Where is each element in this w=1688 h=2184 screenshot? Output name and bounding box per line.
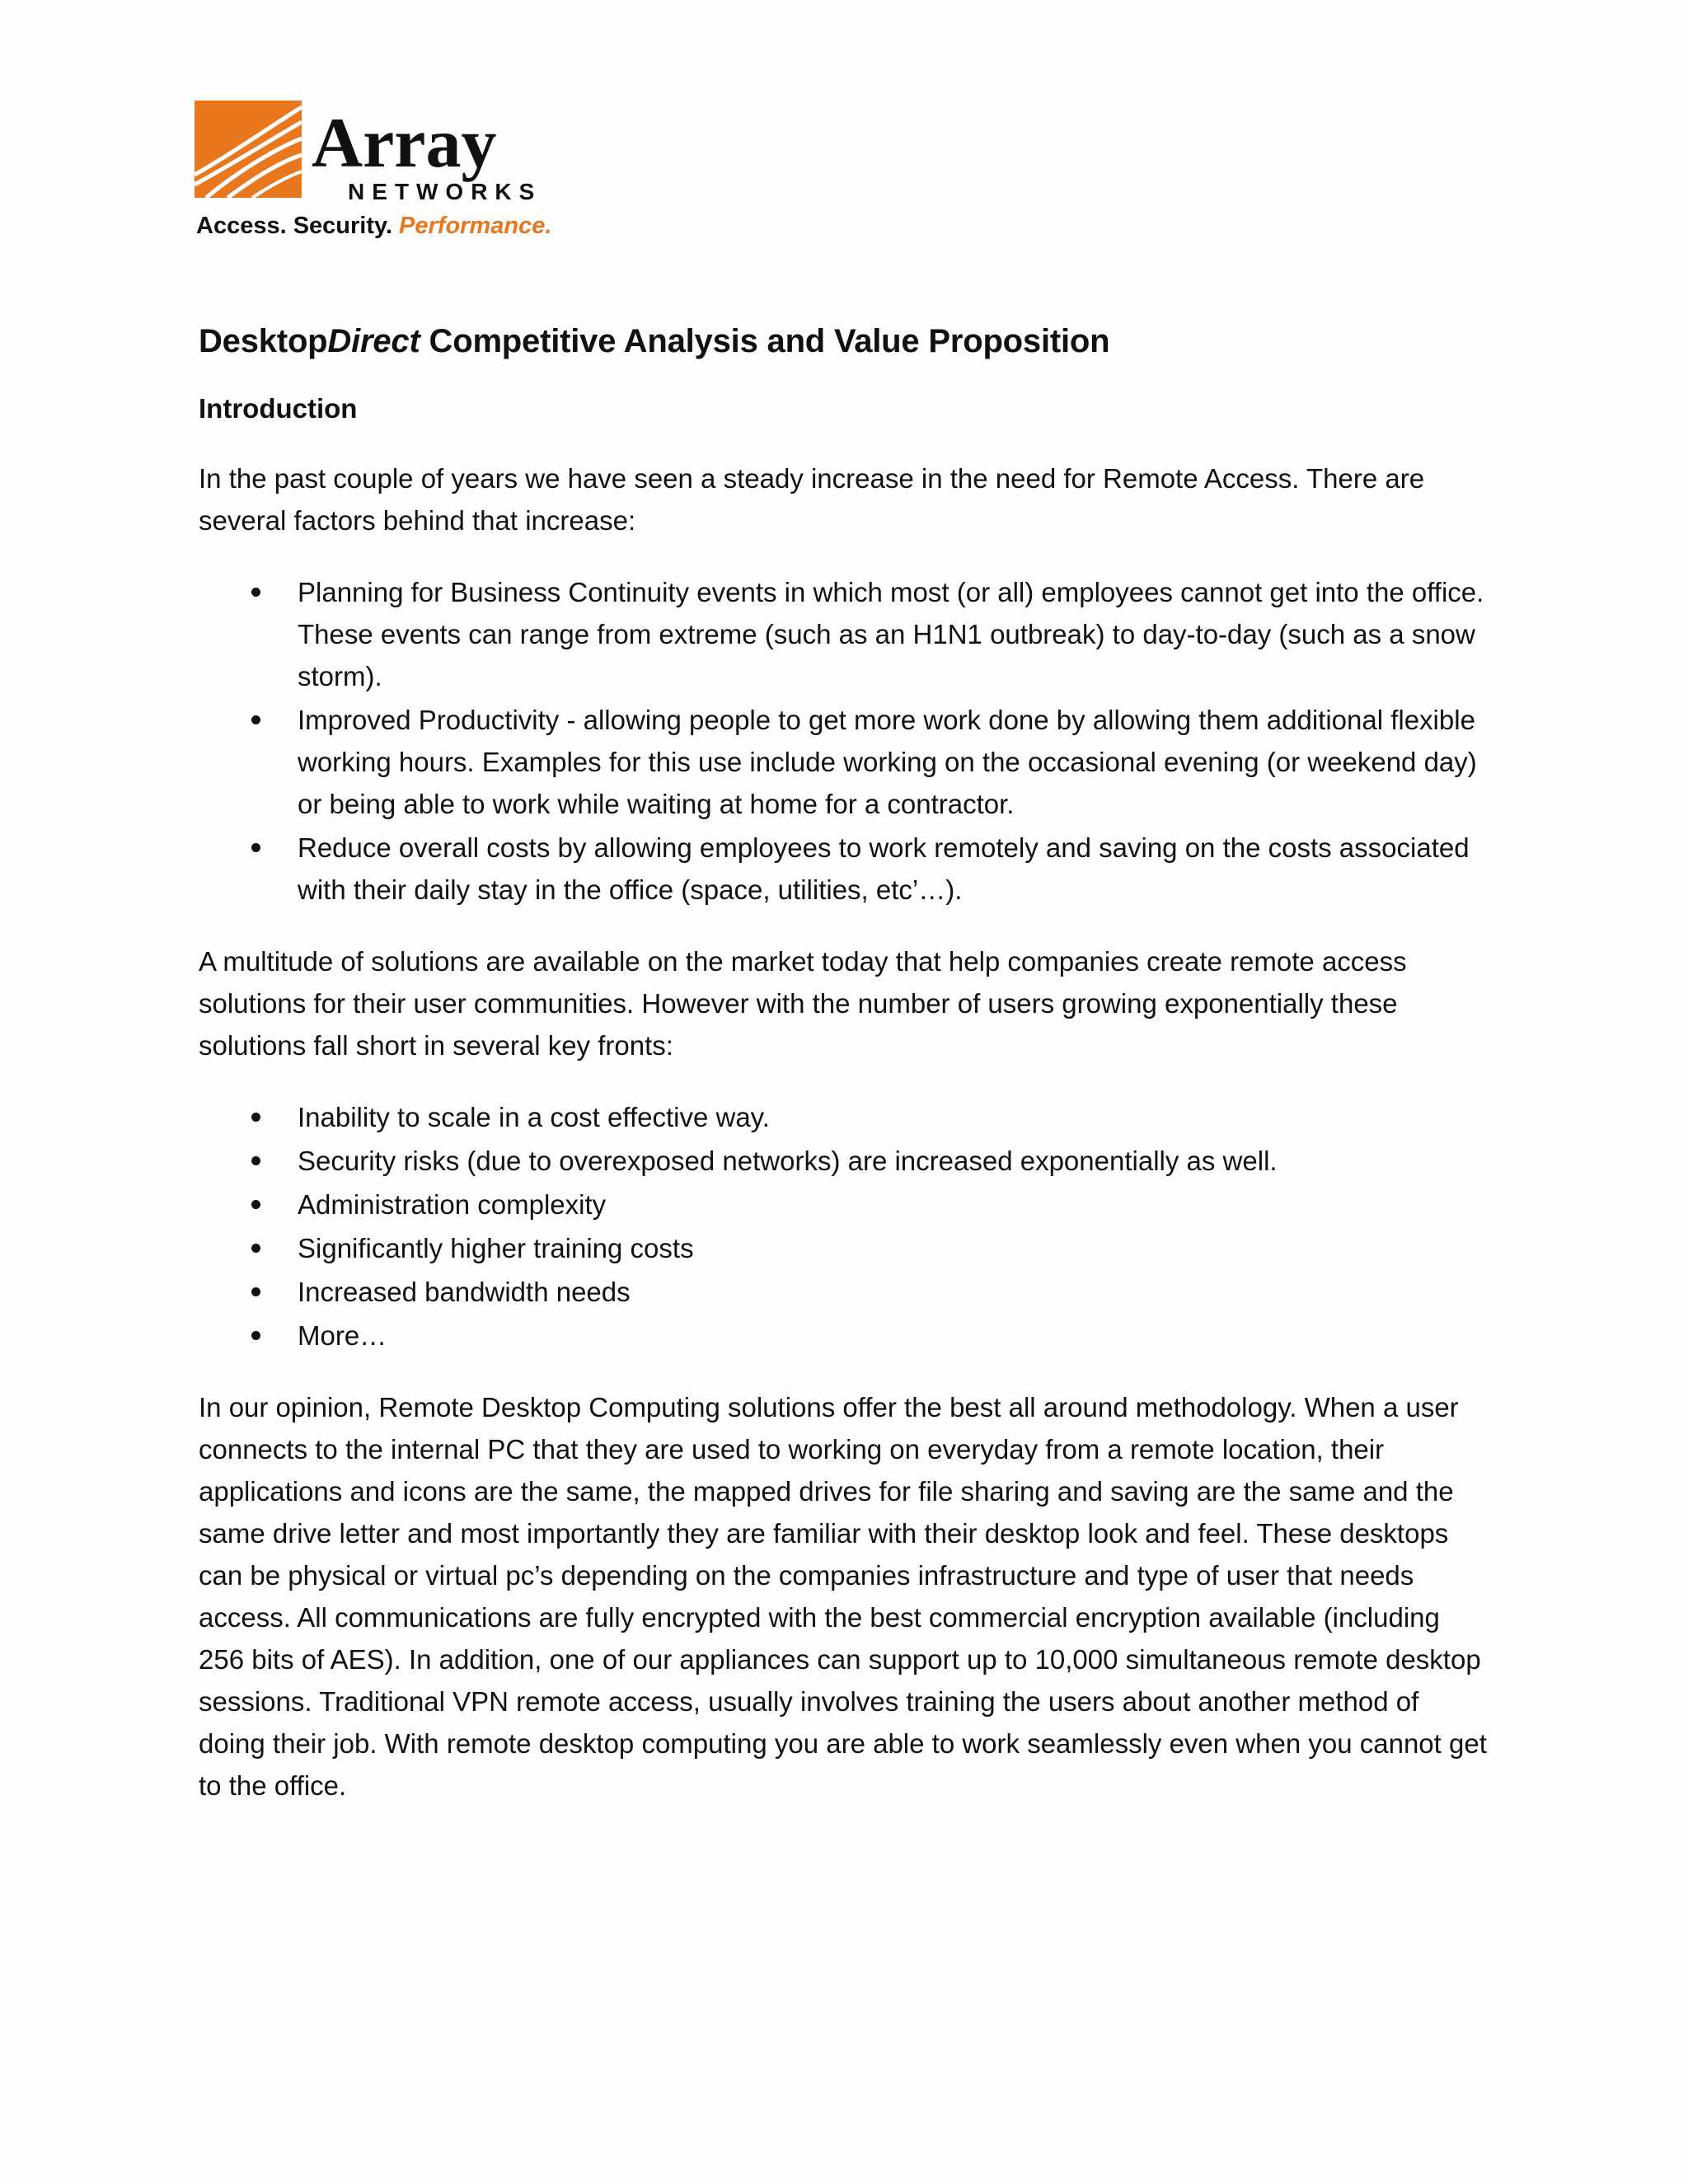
paragraph-solutions: A multitude of solutions are available on the market today that help companies create remote access solutions for their user communities. However with the number of users growing exponentially these solutions fall short in several key fronts:: [199, 946, 1407, 1061]
array-networks-logo: [195, 99, 574, 247]
list-item: Reduce overall costs by allowing employees to work remotely and saving on the costs associated with their daily stay in the office (space, utilities, etc’…).: [199, 827, 1493, 911]
logo-networks-text: NETWORKS: [348, 179, 542, 204]
list-item: Inability to scale in a cost effective way.: [199, 1096, 1493, 1138]
logo-mark-icon: [195, 101, 302, 198]
factors-list: [199, 571, 1493, 911]
document-body: [199, 323, 1493, 1836]
list-item: Administration complexity: [199, 1183, 1493, 1226]
paragraph-intro: In the past couple of years we have seen a steady increase in the need for Remote Access. There are several factors behind that increase:: [199, 463, 1425, 536]
list-item: More…: [199, 1315, 1493, 1357]
list-item: Planning for Business Continuity events in which most (or all) employees cannot get into the office. These events can range from extreme (such as an H1N1 outbreak) to day-to-day (such as a snow storm).: [199, 571, 1493, 697]
document-title: DesktopDirect Competitive Analysis and Value Proposition: [199, 323, 1110, 359]
logo-brand-text: Array: [312, 103, 497, 182]
paragraph-opinion: In our opinion, Remote Desktop Computing solutions offer the best all around methodology. When a user connects to the internal PC that they are used to working on everyday from a remote location, their applications and icons are the same, the mapped drives for file sharing and saving are the same and the same drive letter and most importantly they are familiar with their desktop look and feel. These desktops can be physical or virtual pc’s depending on the companies infrastructure and type of user that needs access. All communications are fully encrypted with the best commercial encryption available (including 256 bits of AES). In addition, one of our appliances can support up to 10,000 simultaneous remote desktop sessions. Traditional VPN remote access, usually involves training the users about another method of doing their job. With remote desktop computing you are able to work seamlessly even when you cannot get to the office.: [199, 1392, 1487, 1801]
list-item: Significantly higher training costs: [199, 1227, 1493, 1269]
shortcomings-list: [199, 1096, 1493, 1357]
logo-tagline-text: Access. Security. Performance.: [196, 213, 552, 239]
list-item: Improved Productivity - allowing people to get more work done by allowing them additional flexible working hours. Examples for this use include working on the occasional evening (or weekend day) or being able to work while waiting at home for a contractor.: [199, 699, 1493, 825]
list-item: Security risks (due to overexposed networks) are increased exponentially as well.: [199, 1140, 1493, 1182]
section-heading-introduction: Introduction: [199, 393, 358, 424]
list-item: Increased bandwidth needs: [199, 1271, 1493, 1313]
